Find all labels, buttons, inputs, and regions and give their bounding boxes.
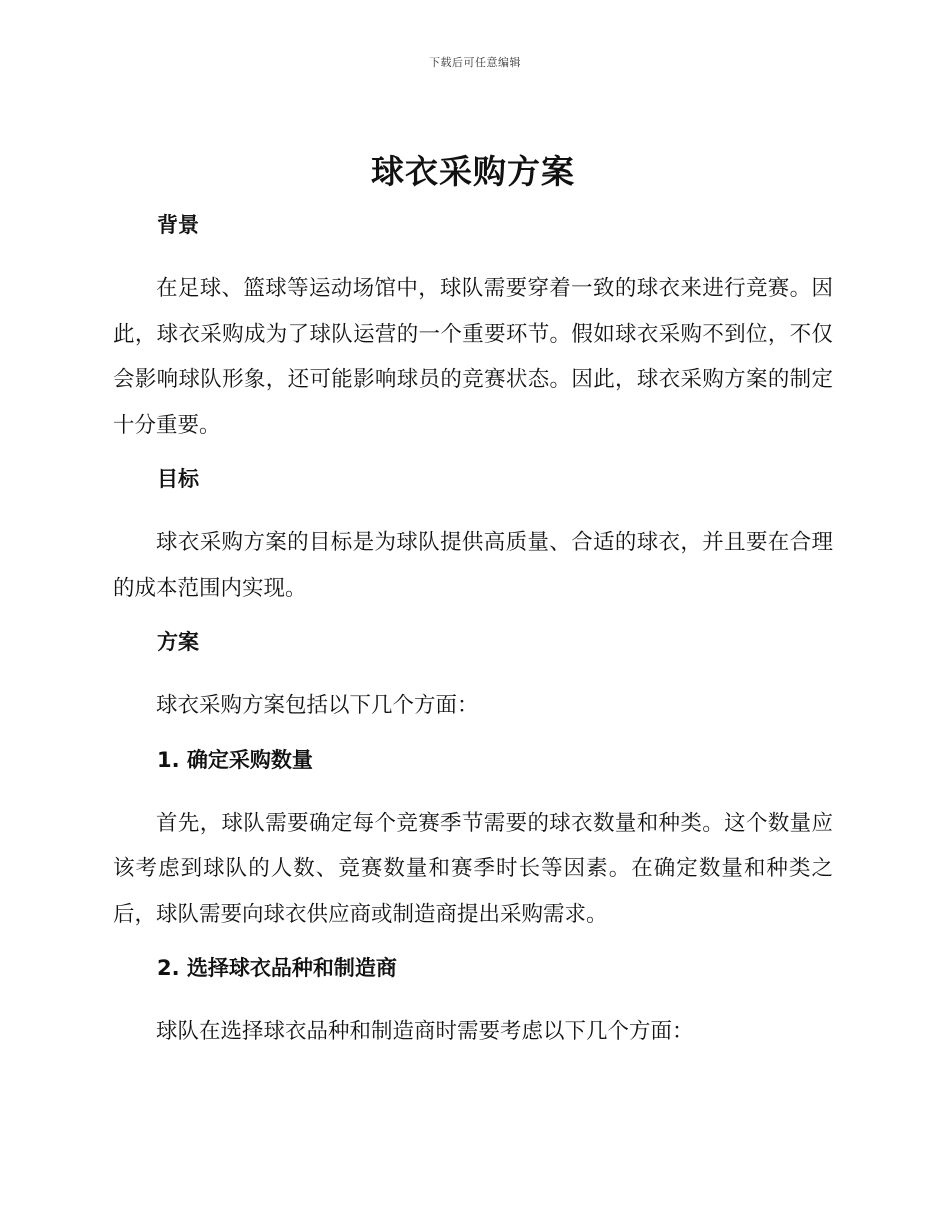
- section-heading-goal: 目标: [157, 467, 199, 491]
- document-body: [113, 148, 833, 1055]
- section-heading-plan: 方案: [157, 630, 199, 654]
- subsection-heading-quantity: 1. 确定采购数量: [157, 747, 313, 772]
- page-header-note: 下载后可任意编辑: [429, 56, 521, 69]
- paragraph-background: 在足球、篮球等运动场馆中，球队需要穿着一致的球衣来进行竞赛。因此，球衣采购成为了球队运营的一个重要环节。假如球衣采购不到位，不仅会影响球队形象，还可能影响球员的竞赛状态。因此，球衣采购方案的制定十分重要。: [113, 276, 833, 438]
- paragraph-manufacturer: 球队在选择球衣品种和制造商时需要考虑以下几个方面：: [156, 1019, 694, 1044]
- paragraph-quantity: 首先，球队需要确定每个竞赛季节需要的球衣数量和种类。这个数量应该考虑到球队的人数、竞赛数量和赛季时长等因素。在确定数量和种类之后，球队需要向球衣供应商或制造商提出采购需求。: [113, 810, 833, 927]
- section-heading-background: 背景: [157, 213, 199, 237]
- paragraph-goal: 球衣采购方案的目标是为球队提供高质量、合适的球衣，并且要在合理的成本范围内实现。: [113, 530, 833, 601]
- subsection-heading-manufacturer: 2. 选择球衣品种和制造商: [157, 956, 397, 980]
- document-title: 球衣采购方案: [371, 152, 575, 191]
- paragraph-plan-intro: 球衣采购方案包括以下几个方面：: [156, 693, 479, 718]
